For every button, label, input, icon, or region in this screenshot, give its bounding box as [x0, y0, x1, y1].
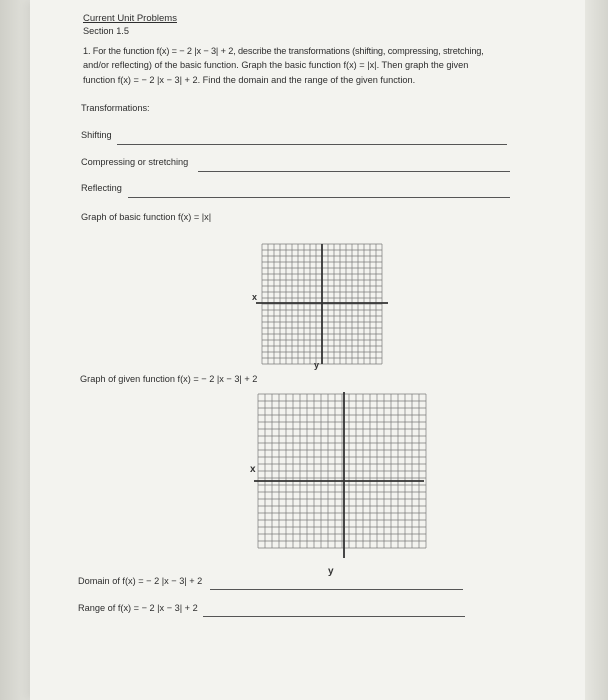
graph1-label: Graph of basic function f(x) = |x|	[81, 212, 212, 222]
worksheet-title: Current Unit Problems	[83, 13, 177, 24]
graph2-label: Graph of given function f(x) = − 2 |x − 3| + 2	[80, 374, 258, 384]
graph2-y-label: y	[328, 566, 334, 576]
graph2-x-label: x	[250, 464, 256, 475]
problem-line-1: 1. For the function f(x) = − 2 |x − 3| + 2, describe the transformations (shifting, compressing, stretching,	[83, 46, 484, 56]
reflecting-label: Reflecting	[81, 183, 122, 193]
compressing-label: Compressing or stretching	[81, 157, 189, 167]
section-label: Section 1.5	[83, 26, 129, 36]
domain-label: Domain of f(x) = − 2 |x − 3| + 2	[78, 576, 203, 586]
range-answer-line[interactable]	[203, 616, 465, 617]
transformations-heading: Transformations:	[81, 103, 150, 113]
graph1-x-label: x	[252, 292, 258, 302]
reflecting-answer-line[interactable]	[128, 197, 510, 198]
range-label: Range of f(x) = − 2 |x − 3| + 2	[78, 603, 198, 613]
shifting-label: Shifting	[81, 130, 112, 140]
problem-line-2: and/or reflecting) of the basic function. Graph the basic function f(x) = |x|. Then graph the given	[83, 60, 469, 70]
problem-line-3: function f(x) = − 2 |x − 3| + 2. Find the domain and the range of the given function.	[83, 75, 416, 85]
graph1-y-label: y	[314, 360, 320, 370]
page-left-shadow	[0, 0, 30, 700]
domain-answer-line[interactable]	[210, 589, 463, 590]
shifting-answer-line[interactable]	[117, 144, 507, 145]
compressing-answer-line[interactable]	[198, 171, 510, 172]
page-right-shadow	[585, 0, 608, 700]
graph2-coordinate-grid[interactable]	[248, 386, 428, 576]
graph1-coordinate-grid[interactable]	[250, 238, 395, 370]
